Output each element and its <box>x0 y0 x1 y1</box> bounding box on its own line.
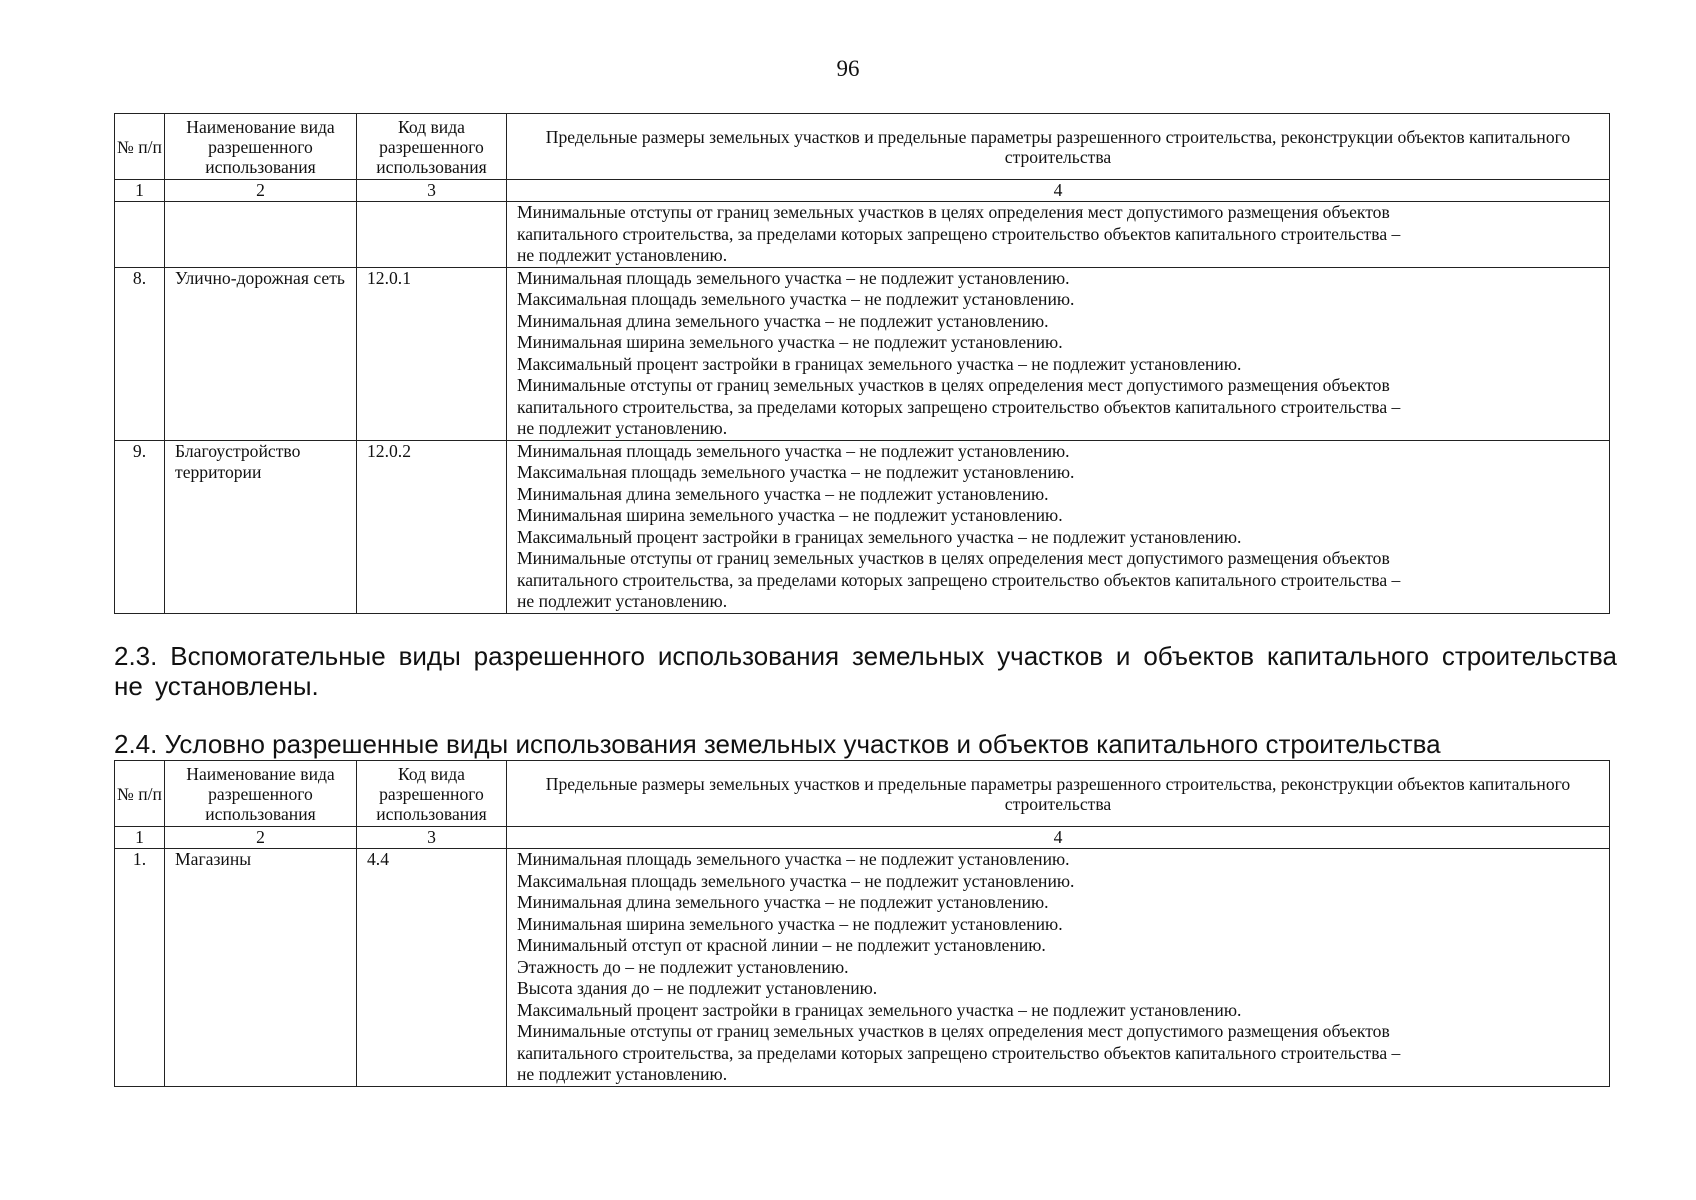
parameter-line: не подлежит установлению. <box>517 245 728 265</box>
header-use-name: Наименование вида разрешенного использования <box>165 761 357 827</box>
parameter-line: не подлежит установлению. <box>517 591 728 611</box>
parameter-line: Максимальная площадь земельного участка – не подлежит установлению. <box>517 870 1075 891</box>
parameter-line: Минимальная ширина земельного участка – не подлежит установлению. <box>517 505 1063 525</box>
parameter-line: Максимальная площадь земельного участка – не подлежит установлению. <box>517 289 1075 309</box>
parameter-line: Минимальная длина земельного участка – не подлежит установлению. <box>517 310 1049 331</box>
header-parameters: Предельные размеры земельных участков и предельные параметры разрешенного строительства, реконструкции объектов капитального строительства <box>507 761 1610 827</box>
table-row <box>115 267 1610 440</box>
parameter-line: Минимальные отступы от границ земельных участков в целях определения мест допустимого размещения объектов <box>517 202 1390 222</box>
row-use-name: Магазины <box>165 849 357 1087</box>
column-number: 2 <box>165 827 357 849</box>
row-parameters <box>507 202 1610 268</box>
table-header-row <box>115 114 1610 180</box>
column-number: 4 <box>507 827 1610 849</box>
row-use-name: Улично-дорожная сеть <box>165 267 357 440</box>
row-parameters <box>507 267 1610 440</box>
header-number: № п/п <box>115 114 165 180</box>
row-use-code: 12.0.1 <box>357 267 507 440</box>
section-heading-auxiliary-uses: 2.3. Вспомогательные виды разрешенного использования земельных участков и объектов капитального строительства не установлены. <box>114 641 1617 701</box>
row-use-name: Благоустройство территории <box>165 440 357 613</box>
parameter-line: Минимальная площадь земельного участка – не подлежит установлению. <box>517 267 1070 288</box>
parameter-line: Максимальный процент застройки в границах земельного участка – не подлежит установлению. <box>517 999 1242 1020</box>
row-number: 9. <box>115 440 165 613</box>
table-row <box>115 202 1610 268</box>
parameter-line: Минимальные отступы от границ земельных участков в целях определения мест допустимого размещения объектов <box>517 375 1390 395</box>
parameter-line: Максимальный процент застройки в границах земельного участка – не подлежит установлению. <box>517 526 1242 547</box>
column-number: 1 <box>115 827 165 849</box>
row-use-code <box>357 202 507 268</box>
page-number: 96 <box>836 56 860 81</box>
row-parameters <box>507 440 1610 613</box>
parameter-line: Максимальный процент застройки в границах земельного участка – не подлежит установлению. <box>517 353 1242 374</box>
parameter-line: капитального строительства, за пределами которых запрещено строительство объектов капитального строительства – <box>517 569 1401 590</box>
header-use-name: Наименование вида разрешенного использования <box>165 114 357 180</box>
parameter-line: Минимальная площадь земельного участка – не подлежит установлению. <box>517 440 1070 461</box>
parameter-line: капитального строительства, за пределами которых запрещено строительство объектов капитального строительства – <box>517 223 1401 244</box>
row-parameters <box>507 849 1610 1087</box>
row-use-code: 12.0.2 <box>357 440 507 613</box>
parameter-line: Минимальная длина земельного участка – не подлежит установлению. <box>517 892 1049 912</box>
parameter-line: Минимальная длина земельного участка – не подлежит установлению. <box>517 483 1049 504</box>
parameter-line: Минимальные отступы от границ земельных участков в целях определения мест допустимого размещения объектов <box>517 1021 1390 1041</box>
column-number: 1 <box>115 180 165 202</box>
parameter-line: Минимальная площадь земельного участка – не подлежит установлению. <box>517 849 1070 869</box>
header-parameters: Предельные размеры земельных участков и предельные параметры разрешенного строительства, реконструкции объектов капитального строительства <box>507 114 1610 180</box>
parameter-line: Этажность до – не подлежит установлению. <box>517 956 849 977</box>
column-number: 4 <box>507 180 1610 202</box>
table-row <box>115 440 1610 613</box>
column-number: 2 <box>165 180 357 202</box>
parameter-line: Минимальный отступ от красной линии – не подлежит установлению. <box>517 935 1046 955</box>
column-number-row <box>115 180 1610 202</box>
header-use-code: Код вида разрешенного использования <box>357 114 507 180</box>
header-number: № п/п <box>115 761 165 827</box>
parameter-line: Минимальная ширина земельного участка – не подлежит установлению. <box>517 913 1063 934</box>
parameter-line: капитального строительства, за пределами которых запрещено строительство объектов капитального строительства – <box>517 396 1401 417</box>
parameter-line: Максимальная площадь земельного участка – не подлежит установлению. <box>517 462 1075 482</box>
row-number: 1. <box>115 849 165 1087</box>
parameter-line: Высота здания до – не подлежит установлению. <box>517 978 878 998</box>
row-use-code: 4.4 <box>357 849 507 1087</box>
table-row <box>115 849 1610 1087</box>
row-number: 8. <box>115 267 165 440</box>
section-heading-conditional-uses: 2.4. Условно разрешенные виды использования земельных участков и объектов капитального строительства <box>114 729 1441 759</box>
column-number: 3 <box>357 180 507 202</box>
parameter-line: Минимальная ширина земельного участка – не подлежит установлению. <box>517 332 1063 352</box>
row-use-name <box>165 202 357 268</box>
column-number-row <box>115 827 1610 849</box>
parameter-line: капитального строительства, за пределами которых запрещено строительство объектов капитального строительства – <box>517 1042 1401 1063</box>
row-number <box>115 202 165 268</box>
parameter-line: не подлежит установлению. <box>517 1064 728 1084</box>
permitted-use-table <box>114 113 1610 614</box>
parameter-line: Минимальные отступы от границ земельных участков в целях определения мест допустимого размещения объектов <box>517 548 1390 568</box>
header-use-code: Код вида разрешенного использования <box>357 761 507 827</box>
parameter-line: не подлежит установлению. <box>517 418 728 438</box>
table-header-row <box>115 761 1610 827</box>
column-number: 3 <box>357 827 507 849</box>
conditional-use-table <box>114 760 1610 1087</box>
